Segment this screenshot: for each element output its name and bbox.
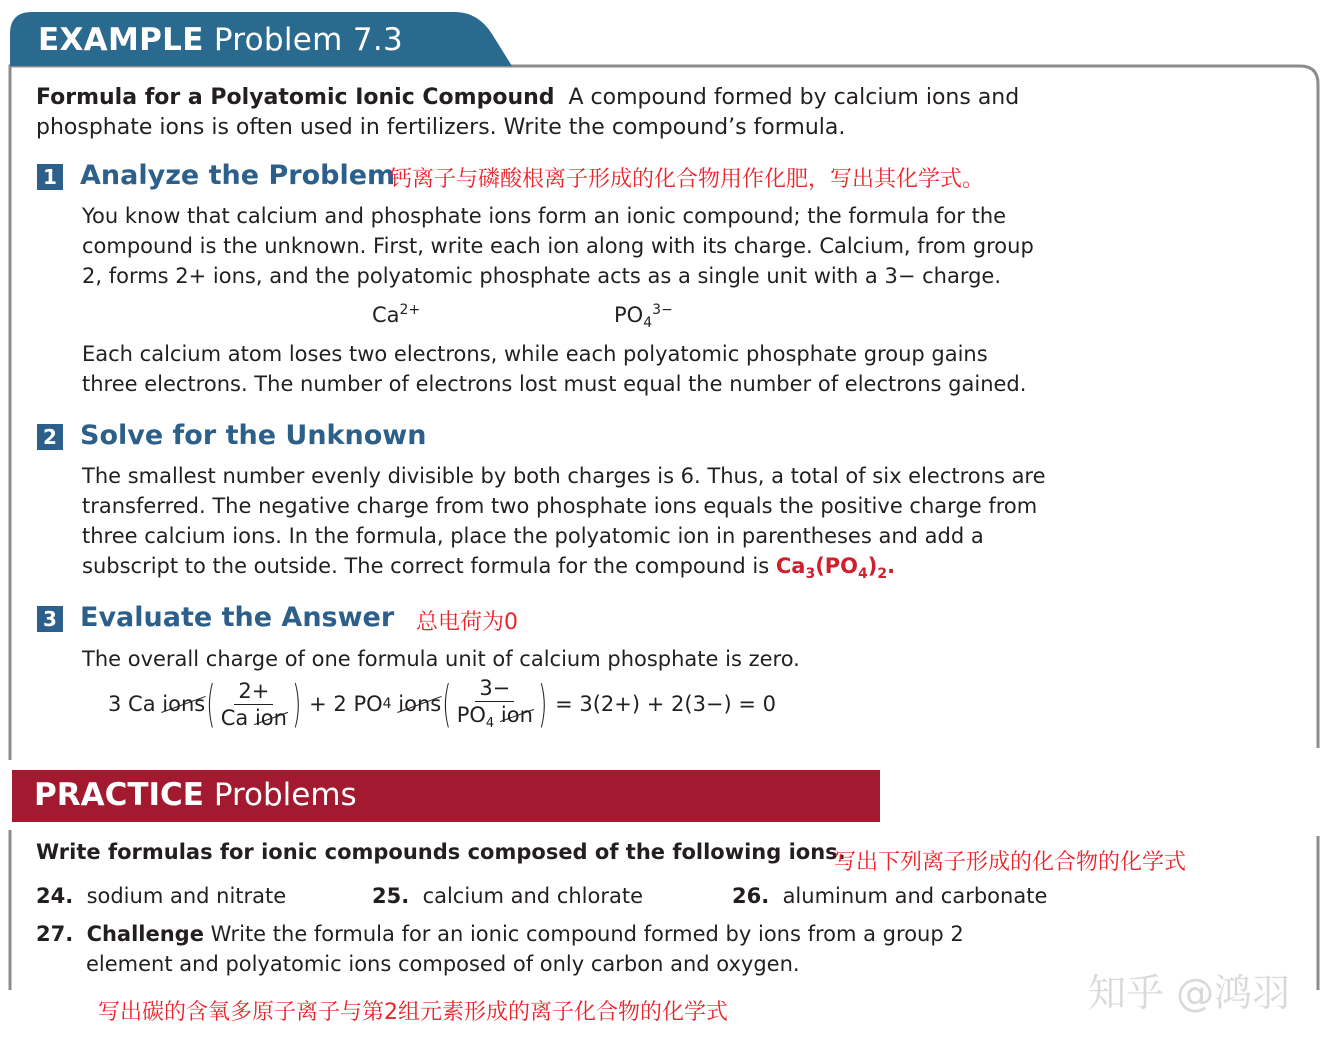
practice-item-25: 25. calcium and chlorate: [372, 884, 644, 908]
step-2-paragraph: The smallest number evenly divisible by both charges is 6. Thus, a total of six electrons are transferred. The negative charge from two phosphate ions equals the positive charge from three calcium ions. In the formula, place the polyatomic ion in parentheses and add a subscript to the outside. The correct formula for the compound is $Ca_3(PO_4)_2$.: [82, 464, 1046, 583]
practice-item-27: 27. Challenge Write the formula for an ionic compound formed by ions from a group 2: [36, 922, 964, 946]
watermark: 知乎 @鸿羽: [1088, 971, 1291, 1015]
practice-instruction: Write formulas for ionic compounds composed of the following ions.: [36, 840, 846, 864]
challenge-label: Challenge: [86, 922, 204, 946]
answer-formula: $Ca_3(PO_4)_2$.: [775, 554, 896, 583]
phosphate-ion: $PO_4^{3-}$: [614, 302, 673, 332]
fraction-calcium: $\frac{2+}{\text{Ca ion}}$: [220, 678, 287, 730]
problem-statement: A compound formed by calcium ions and phosphate ions is often used in fertilizers. Write the compound’s formula.: [36, 85, 1020, 140]
step-3-paragraph: The overall charge of one formula unit of calcium phosphate is zero.: [82, 647, 800, 671]
example-title: EXAMPLE Problem 7.3: [38, 22, 404, 58]
calcium-ion: $Ca^{2+}$: [372, 302, 421, 327]
step-1-paragraph-1: You know that calcium and phosphate ions form an ionic compound; the formula for the compound is the unknown. First, write each ion along with its charge. Calcium, from group 2, forms 2+ ions, and the polyatomic phosphate acts as a single unit with a 3− charge.: [82, 204, 1034, 288]
step-2-heading: Solve for the Unknown: [80, 420, 427, 451]
problem-title: Formula for a Polyatomic Ionic Compound: [36, 85, 555, 110]
step-3-annotation: 总电荷为0: [416, 610, 518, 635]
practice-annotation: 写出下列离子形成的化合物的化学式: [834, 850, 1187, 875]
fraction-phosphate: $\frac{3-}{PO_4 ion}$: [456, 676, 533, 732]
step-1-paragraph-2: Each calcium atom loses two electrons, while each polyatomic phosphate group gains three electrons. The number of electrons lost must equal the number of electrons gained.: [82, 342, 1027, 396]
step-1-annotation: 钙离子与磷酸根离子形成的化合物用作化肥，写出其化学式。: [390, 167, 985, 192]
charge-equation: 3 Ca ions ( $\frac{2+}{\text{Ca ion}}$ ) + 2 PO 4 ions ( $\frac{3-}{PO_4 ion}$ ) = 3(2+) + 2(3−) = 0: [108, 675, 777, 733]
problem-intro: [36, 83, 1036, 143]
step-3-heading: Evaluate the Answer: [80, 602, 395, 633]
practice-title: PRACTICE Problems: [34, 777, 357, 813]
practice-item-26: 26. aluminum and carbonate: [732, 884, 1048, 908]
challenge-annotation: 写出碳的含氧多原子离子与第2组元素形成的离子化合物的化学式: [98, 1000, 728, 1025]
step-2-badge: 2: [37, 424, 63, 450]
step-1-badge: 1: [37, 164, 63, 190]
practice-item-24: 24. sodium and nitrate: [36, 884, 287, 908]
step-3-badge: 3: [37, 606, 63, 632]
practice-item-27-continued: element and polyatomic ions composed of only carbon and oxygen.: [86, 952, 800, 976]
step-1-heading: Analyze the Problem: [80, 160, 396, 191]
